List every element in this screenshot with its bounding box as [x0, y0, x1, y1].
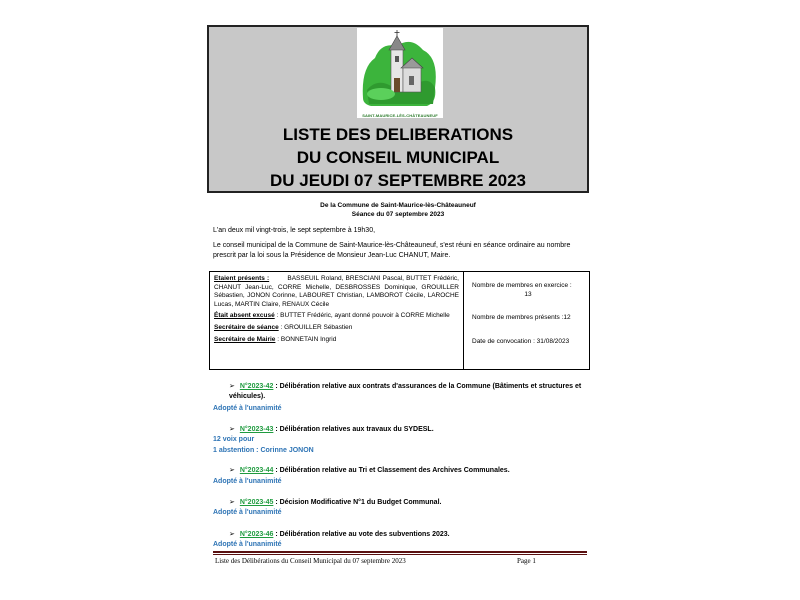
present-block — [214, 275, 459, 309]
session-subtitle — [207, 201, 589, 219]
secretary-text: : GROUILLER Sébastien — [280, 323, 353, 331]
arrow-bullet-icon: ➢ — [229, 426, 235, 433]
deliberation-text: : Décision Modificative N°1 du Budget Communal. — [273, 499, 442, 506]
title-line-3: DU JEUDI 07 SEPTEMBRE 2023 — [269, 171, 527, 190]
deliberation-number[interactable]: N°2023-45 — [239, 499, 274, 506]
deliberation-item — [229, 425, 589, 435]
deliberation-number[interactable]: N°2023-44 — [239, 467, 274, 474]
footer-rule-thin — [213, 554, 587, 555]
commune-logo — [357, 28, 443, 118]
deliberation-result: Adopté à l'unanimité — [213, 509, 282, 516]
mairie-secretary-block — [214, 336, 459, 345]
convocation-date: Date de convocation : 31/08/2023 — [472, 337, 570, 345]
mairie-secretary-text: : BONNETAIN Ingrid — [277, 335, 337, 343]
deliberation-result: 12 voix pour — [213, 436, 255, 443]
deliberation-item — [229, 530, 589, 540]
members-in-office — [472, 282, 584, 299]
intro-date: L'an deux mil vingt-trois, le sept septembre à 19h30, — [213, 227, 376, 234]
members-label: Nombre de membres en exercice : — [472, 282, 572, 289]
absent-block — [214, 312, 459, 321]
attendance-list — [210, 272, 464, 369]
deliberation-text: : Délibération relatives aux travaux du SYDESL. — [273, 426, 434, 433]
present-label: Etaient présents : — [214, 275, 270, 282]
arrow-bullet-icon: ➢ — [229, 499, 235, 506]
church-illustration-icon — [357, 28, 443, 110]
deliberation-number[interactable]: N°2023-42 — [239, 383, 274, 390]
arrow-bullet-icon: ➢ — [229, 531, 235, 538]
deliberation-result: Adopté à l'unanimité — [213, 541, 282, 548]
deliberation-text: : Délibération relative au Tri et Classement des Archives Communales. — [273, 467, 510, 474]
deliberation-result-detail: 1 abstention : Corinne JONON — [213, 447, 314, 454]
footer-text: Liste des Délibérations du Conseil Municipal du 07 septembre 2023 — [215, 557, 406, 565]
deliberation-item — [229, 382, 589, 402]
deliberation-number[interactable]: N°2023-46 — [239, 531, 274, 538]
deliberation-result: Adopté à l'unanimité — [213, 478, 282, 485]
deliberation-result: Adopté à l'unanimité — [213, 405, 282, 412]
mairie-secretary-label: Secrétaire de Mairie — [214, 335, 276, 343]
deliberation-text: : Délibération relative aux contrats d'assurances de la Commune (Bâtiments et structures et véhicules). — [229, 383, 582, 400]
deliberation-number[interactable]: N°2023-43 — [239, 426, 274, 433]
members-value: 13 — [524, 290, 532, 298]
page-title — [207, 123, 589, 192]
secretary-block — [214, 324, 459, 333]
subtitle-line-2: Séance du 07 septembre 2023 — [351, 211, 445, 218]
title-line-1: LISTE DES DELIBERATIONS — [282, 125, 514, 144]
attendance-frame — [209, 271, 590, 370]
footer-rule — [213, 551, 587, 553]
arrow-bullet-icon: ➢ — [229, 467, 235, 474]
page-number: Page 1 — [517, 557, 536, 565]
secretary-label: Secrétaire de séance — [214, 323, 279, 331]
arrow-bullet-icon: ➢ — [229, 383, 235, 390]
members-present: Nombre de membres présents :12 — [472, 314, 571, 322]
deliberation-text: : Délibération relative au vote des subventions 2023. — [273, 531, 450, 538]
deliberation-item — [229, 466, 589, 476]
absent-label: Était absent excusé — [214, 312, 275, 320]
deliberation-item — [229, 498, 589, 508]
logo-caption: SAINT-MAURICE-LÈS-CHÂTEAUNEUF — [362, 113, 438, 118]
title-line-2: DU CONSEIL MUNICIPAL — [296, 148, 500, 167]
member-stats — [472, 282, 584, 361]
intro-text: Le conseil municipal de la Commune de Saint-Maurice-lès-Châteauneuf, s'est réuni en séance ordinaire au nombre prescrit par la loi sous la Présidence de Monsieur Jean-Luc CHANUT, Maire. — [213, 242, 571, 259]
absent-text: : BUTTET Frédéric, ayant donné pouvoir à CORRE Michelle — [276, 312, 450, 320]
subtitle-line-1: De la Commune de Saint-Maurice-lès-Châteauneuf — [320, 202, 476, 209]
present-names: BASSEUIL Roland, BRESCIANI Pascal, BUTTET Frédéric, CHANUT Jean-Luc, CORRE Michelle, DESBROSSES Dominique, GROUILLER Sébastien, JONON Corinne, LABOURET Christian, LAMBOROT Cécile, LAROCHE Lucas, MARTIN Claire, RENAUX Cécile — [214, 275, 459, 308]
